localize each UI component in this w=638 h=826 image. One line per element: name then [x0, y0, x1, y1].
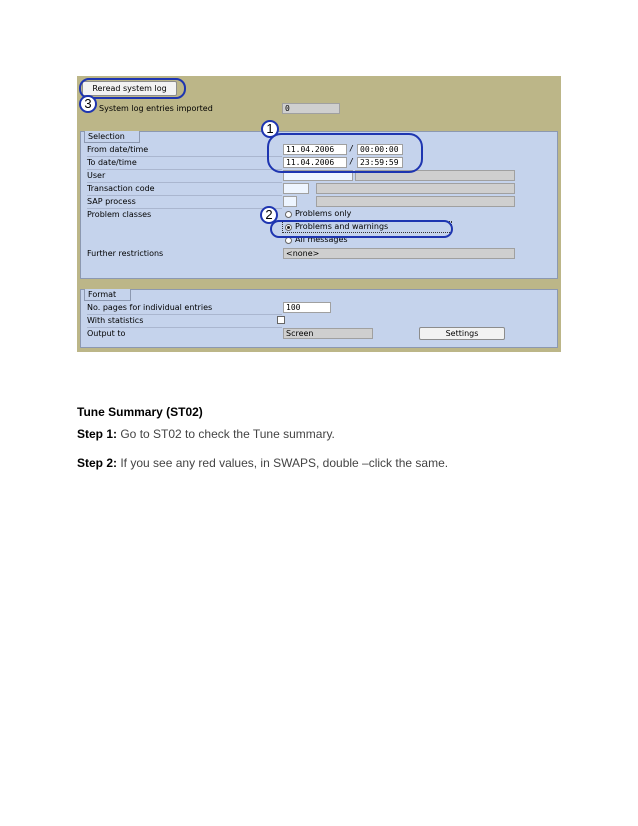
to-date-input[interactable]: 11.04.2006	[283, 157, 347, 168]
sap-process-label: SAP process	[87, 197, 136, 206]
callout-number-3: 3	[79, 95, 97, 113]
step-2	[77, 456, 448, 470]
radio-problems-only-label: Problems only	[295, 209, 352, 218]
callout-number-2: 2	[260, 206, 278, 224]
output-to-field[interactable]: Screen	[283, 328, 373, 339]
section-heading: Tune Summary (ST02)	[77, 405, 203, 419]
pages-input[interactable]: 100	[283, 302, 331, 313]
to-separator: /	[349, 157, 354, 166]
step-1	[77, 427, 335, 441]
imported-label: System log entries imported	[99, 104, 213, 113]
to-datetime-label: To date/time	[87, 158, 137, 167]
sap-process-input[interactable]	[283, 196, 297, 207]
highlight-reread-button	[79, 78, 186, 99]
output-to-label: Output to	[87, 329, 126, 338]
step-1-label: Step 1:	[77, 427, 118, 441]
user-label: User	[87, 171, 106, 180]
transaction-text-display	[316, 183, 515, 194]
imported-count-field: 0	[282, 103, 340, 114]
step-2-label: Step 2:	[77, 456, 118, 470]
transaction-code-input[interactable]	[283, 183, 309, 194]
sap-process-display	[316, 196, 515, 207]
sap-screenshot	[77, 76, 561, 352]
to-time-input[interactable]: 23:59:59	[357, 157, 403, 168]
from-date-input[interactable]: 11.04.2006	[283, 144, 347, 155]
from-time-input[interactable]: 00:00:00	[357, 144, 403, 155]
step-1-text: Go to ST02 to check the Tune summary.	[117, 427, 335, 441]
from-separator: /	[349, 144, 354, 153]
radio-all-messages-label: All messages	[295, 235, 348, 244]
problem-classes-label: Problem classes	[87, 210, 152, 219]
radio-problems-and-warnings-label: Problems and warnings	[295, 222, 389, 231]
further-restrictions-label: Further restrictions	[87, 249, 164, 258]
radio-problems-only[interactable]	[285, 211, 292, 218]
further-restrictions-field[interactable]: <none>	[283, 248, 515, 259]
from-datetime-label: From date/time	[87, 145, 149, 154]
transaction-code-label: Transaction code	[87, 184, 155, 193]
with-statistics-label: With statistics	[87, 316, 144, 325]
callout-number-1: 1	[261, 120, 279, 138]
highlight-datetime	[267, 133, 423, 173]
selection-group-title: Selection	[84, 131, 140, 143]
radio-all-messages[interactable]	[285, 237, 292, 244]
pages-label: No. pages for individual entries	[87, 303, 213, 312]
step-2-text: If you see any red values, in SWAPS, double –click the same.	[117, 456, 449, 470]
settings-button[interactable]: Settings	[419, 327, 505, 340]
with-statistics-checkbox[interactable]	[277, 316, 285, 324]
highlight-problem-class	[270, 220, 453, 238]
format-group	[80, 289, 558, 348]
reread-system-log-button[interactable]: Reread system log	[82, 81, 177, 96]
format-group-title: Format	[84, 289, 131, 301]
